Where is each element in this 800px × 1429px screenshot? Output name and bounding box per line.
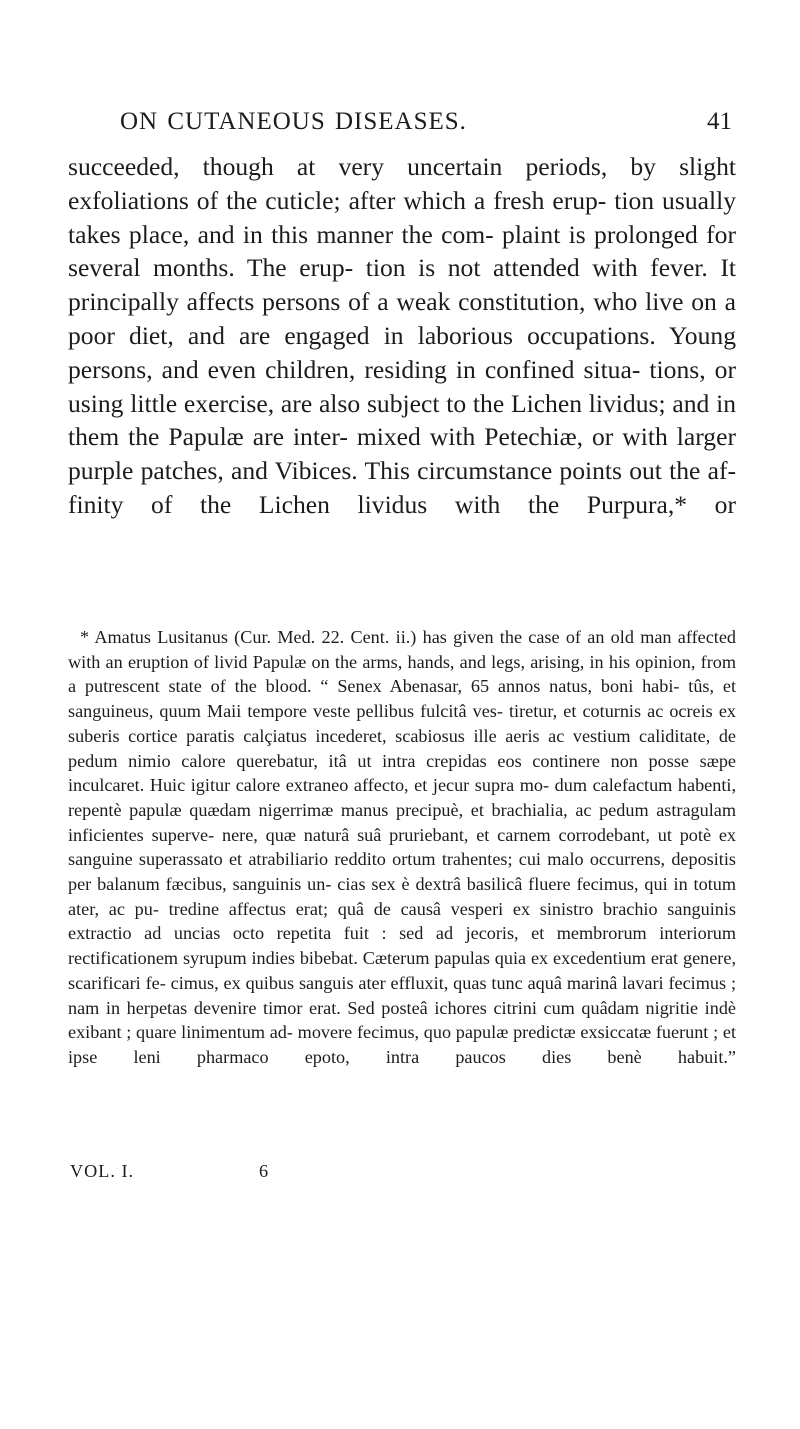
volume-label: VOL. I. <box>70 1161 135 1181</box>
running-title: ON CUTANEOUS DISEASES. <box>120 108 467 135</box>
body-paragraph: succeeded, though at very uncertain periods, by slight exfoliations of the cuticle; after which a fresh erup- tion usually takes place, and in this manner the com- plaint is prolonged for several months. The erup- tion is not attended with fever. It principally affects persons of a weak constitution, who live on a poor diet, and are engaged in laborious occupations. Young persons, and even children, residing in confined situa- tions, or using little exercise, are also subject to the Lichen lividus; and in them the Papulæ are inter- mixed with Petechiæ, or with larger purple patches, and Vibices. This circumstance points out the af- finity of the Lichen lividus with the Purpura,* or <box>68 152 736 519</box>
running-head <box>66 100 736 140</box>
page-number: 41 <box>707 108 732 135</box>
signature-line <box>70 1161 370 1187</box>
footnote: * Amatus Lusitanus (Cur. Med. 22. Cent. ii.) has given the case of an old man affected with an eruption of livid Papulæ on the arms, hands, and legs, arising, in his opinion, from a putrescent state of the blood. “ Senex Abenasar, 65 annos natus, boni habi- tûs, et sanguineus, quum Maii tempore veste pellibus fulcitâ ves- tiretur, et coturnis ac ocreis ex suberis cortice paratis calçiatus incederet, scabiosus ille aeris ac vestium caliditate, de pedum nimio calore querebatur, itâ ut intra crepidas eos continere non posse sæpe inculcaret. Huic igitur calore extraneo affecto, et jecur supra mo- dum calefactum habenti, repentè papulæ quædam nigerrimæ manus precipuè, et brachialia, ac pedum astragulam inficientes superve- nere, quæ naturâ suâ pruriebant, et carnem corrodebant, ut potè ex sanguine superassato et atrabiliario reddito ortum trahentes; cui malo occurrens, depositis per balanum fæcibus, sanguinis un- cias sex è dextrâ basilicâ fluere fecimus, qui in totum ater, ac pu- tredine affectus erat; quâ de causâ vesperi ex sinistro brachio sanguinis extractio ad uncias octo repetita fuit : sed ad jecoris, et membrorum interiorum rectificationem syrupum indies bibebat. Cæterum papulas quia ex excedentium erat genere, scarificari fe- cimus, ex quibus sanguis ater effluxit, quas tunc aquâ marinâ lavari fecimus ; nam in herpetas devenire timor erat. Sed posteâ ichores citrini cum quâdam nigritie indè exibant ; quare linimentum ad- movere fecimus, quo papulæ predictæ exsiccatæ fuerunt ; et ipse leni pharmaco epoto, intra paucos dies benè habuit.” <box>68 627 736 1067</box>
signature-mark: 6 <box>259 1161 269 1181</box>
